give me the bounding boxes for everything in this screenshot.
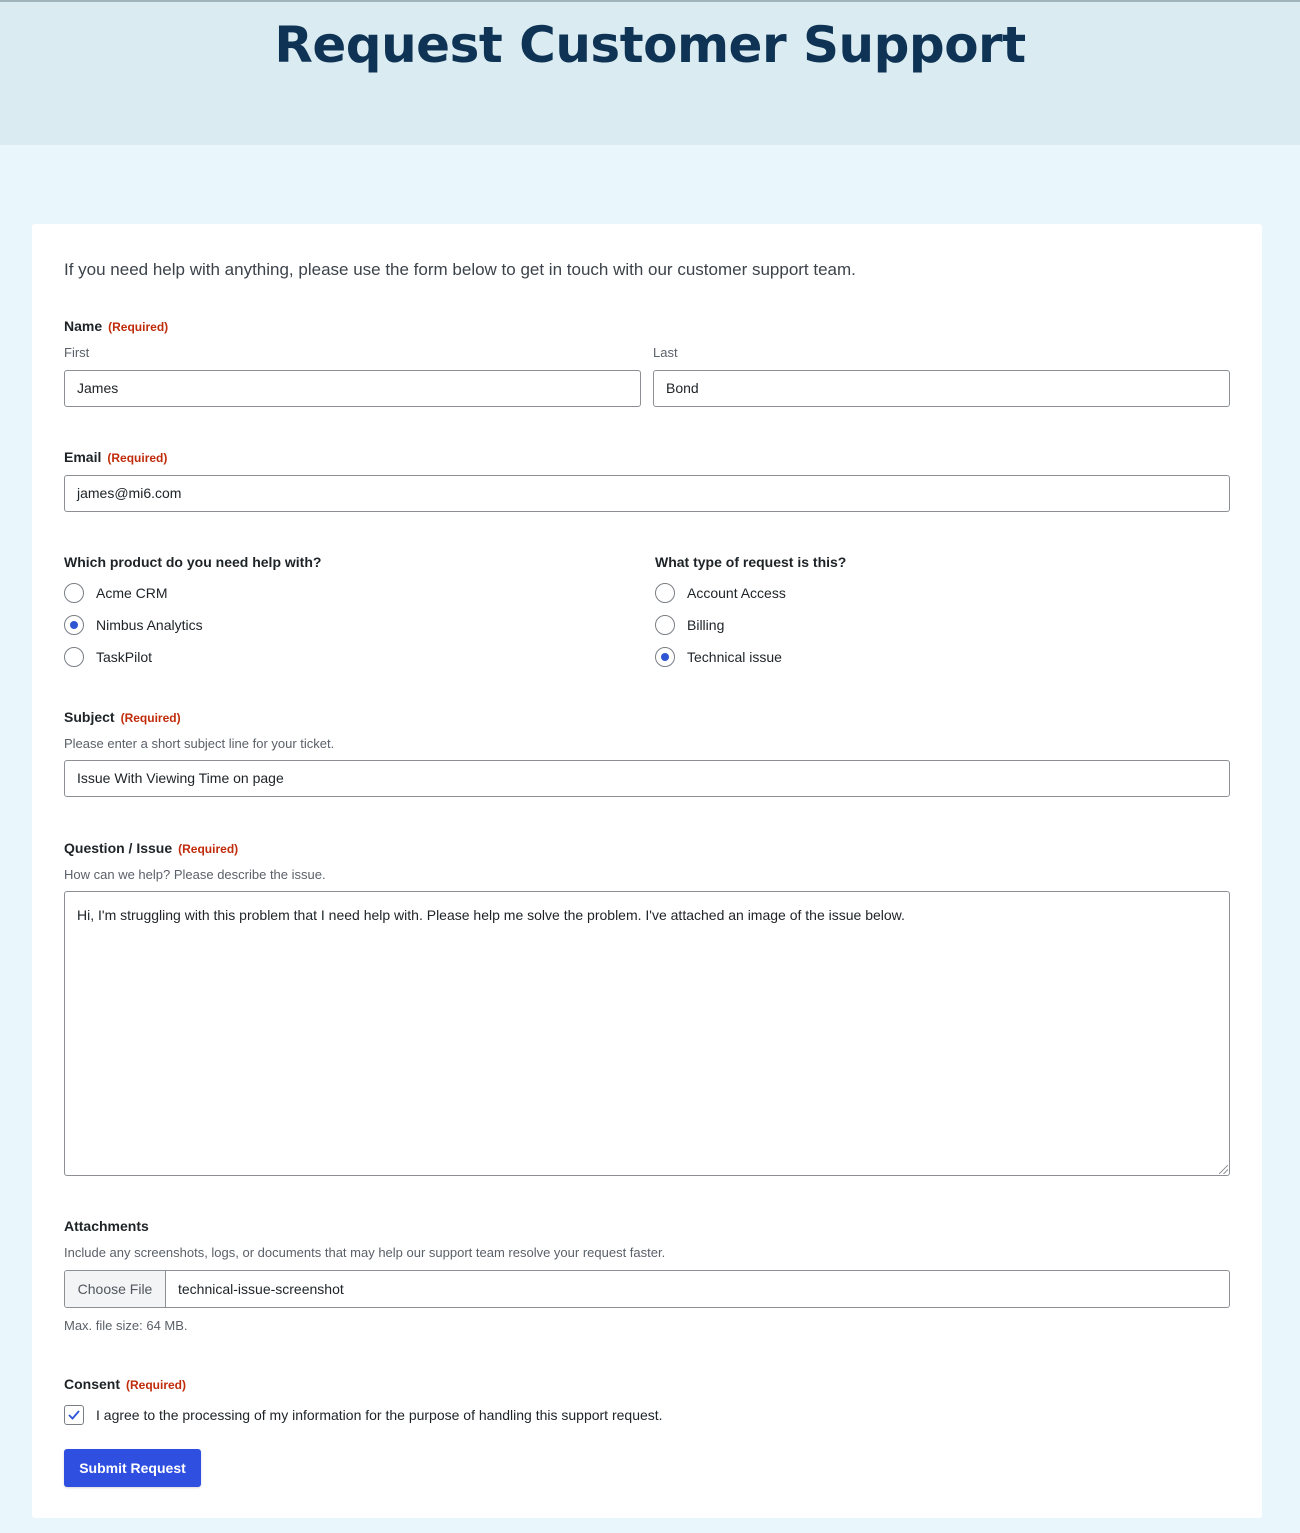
radio-label: TaskPilot [96, 649, 153, 665]
support-form-card [32, 224, 1262, 1518]
consent-label-text: Consent [64, 1376, 120, 1392]
radio-checked-icon[interactable] [655, 647, 675, 667]
radio-label: Nimbus Analytics [96, 617, 203, 633]
name-label [64, 318, 168, 334]
subject-label [64, 709, 181, 725]
page-header [0, 0, 1300, 145]
radio-taskpilot[interactable] [64, 646, 152, 668]
submit-request-button[interactable]: Submit Request [64, 1449, 201, 1487]
consent-checkbox[interactable] [64, 1405, 84, 1425]
attachments-description: Include any screenshots, logs, or documents that may help our support team resolve your request faster. [64, 1245, 666, 1260]
subject-description: Please enter a short subject line for your ticket. [64, 736, 335, 751]
radio-unchecked-icon[interactable] [64, 583, 84, 603]
radio-nimbus-analytics[interactable] [64, 614, 203, 636]
question-description: How can we help? Please describe the issue. [64, 867, 326, 882]
radio-account-access[interactable] [655, 582, 786, 604]
name-label-text: Name [64, 318, 103, 334]
checkmark-icon [68, 1410, 80, 1420]
radio-unchecked-icon[interactable] [64, 647, 84, 667]
radio-label: Billing [687, 617, 725, 633]
max-file-size: Max. file size: 64 MB. [64, 1318, 188, 1333]
resize-handle-icon[interactable] [1219, 1165, 1228, 1174]
attachments-label: Attachments [64, 1218, 149, 1234]
subject-label-text: Subject [64, 709, 115, 725]
required-tag: (Required) [126, 1378, 186, 1392]
page-title: Request Customer Support [274, 16, 1026, 74]
last-name-sublabel: Last [653, 345, 678, 360]
question-textarea[interactable] [64, 891, 1230, 1176]
required-tag: (Required) [107, 451, 168, 465]
required-tag: (Required) [120, 711, 181, 725]
last-name-input[interactable]: Bond [653, 370, 1230, 407]
email-label [64, 449, 167, 465]
product-label: Which product do you need help with? [64, 554, 322, 570]
radio-acme-crm[interactable] [64, 582, 168, 604]
consent-checkbox-row[interactable] [64, 1405, 663, 1425]
question-label-text: Question / Issue [64, 840, 173, 856]
first-name-sublabel: First [64, 345, 90, 360]
question-textarea-value: Hi, I'm struggling with this problem that I need help with. Please help me solve the problem. I've attached an image of the issue below. [77, 907, 905, 923]
consent-checkbox-label: I agree to the processing of my information for the purpose of handling this support request. [96, 1407, 663, 1423]
file-upload-field[interactable] [64, 1270, 1230, 1308]
email-input[interactable]: james@mi6.com [64, 475, 1230, 512]
radio-unchecked-icon[interactable] [655, 583, 675, 603]
choose-file-button[interactable]: Choose File [65, 1271, 166, 1307]
first-name-input[interactable]: James [64, 370, 641, 407]
question-label [64, 840, 238, 856]
selected-file-name: technical-issue-screenshot [178, 1281, 344, 1297]
required-tag: (Required) [108, 320, 169, 334]
subject-input[interactable]: Issue With Viewing Time on page [64, 760, 1230, 797]
required-tag: (Required) [178, 842, 239, 856]
radio-technical-issue[interactable] [655, 646, 782, 668]
radio-label: Account Access [687, 585, 786, 601]
radio-label: Technical issue [687, 649, 782, 665]
radio-billing[interactable] [655, 614, 724, 636]
email-label-text: Email [64, 449, 102, 465]
radio-unchecked-icon[interactable] [655, 615, 675, 635]
radio-checked-icon[interactable] [64, 615, 84, 635]
form-intro: If you need help with anything, please use the form below to get in touch with our customer support team. [64, 260, 856, 279]
radio-label: Acme CRM [96, 585, 168, 601]
consent-label [64, 1376, 186, 1392]
request-type-label: What type of request is this? [655, 554, 847, 570]
